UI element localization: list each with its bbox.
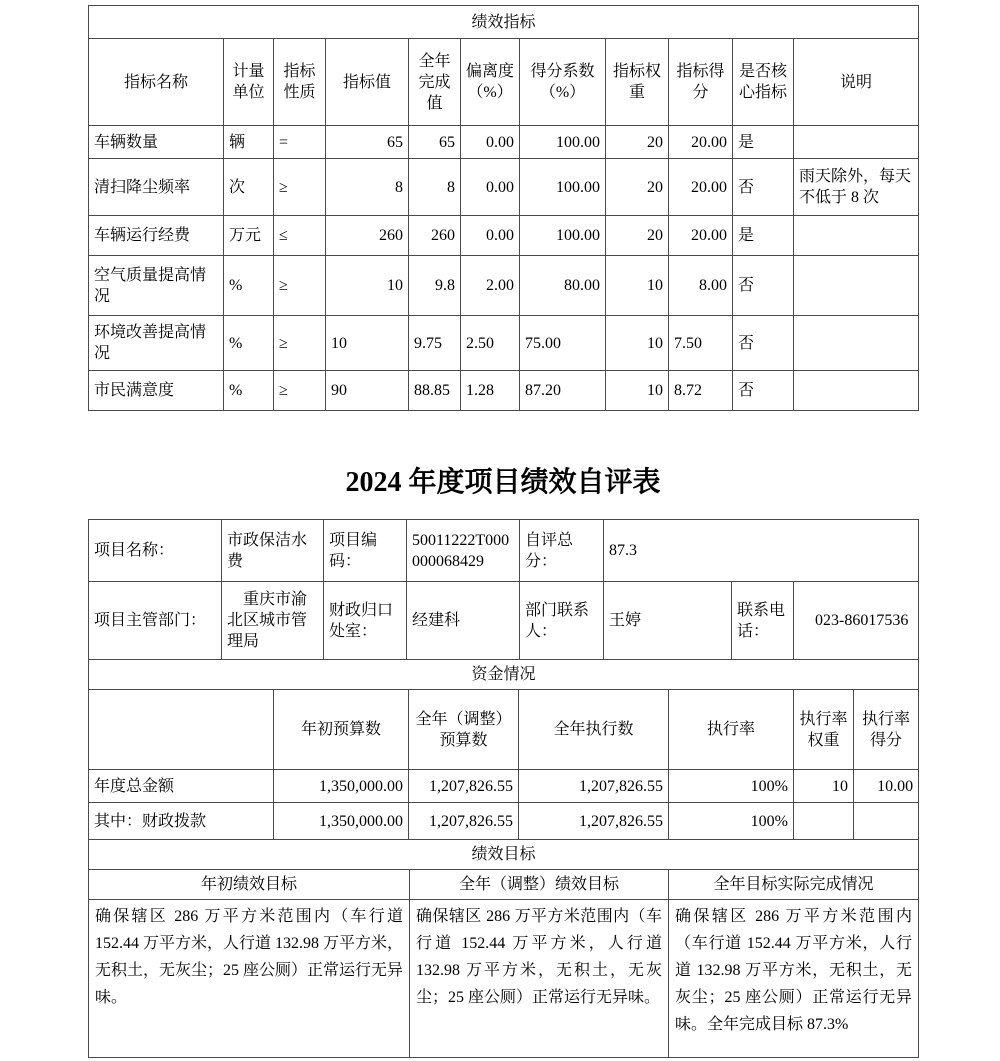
cell-nature: ≥ — [274, 371, 326, 411]
column-header-unit: 计量单位 — [224, 39, 274, 126]
project-code-label: 项目编码： — [324, 520, 407, 582]
funding-table — [88, 659, 919, 840]
cell-note: 雨天除外，每天不低于 8 次 — [794, 159, 919, 216]
cell-deviation: 0.00 — [461, 159, 520, 216]
table-row — [89, 520, 919, 582]
cell-nature: ≥ — [274, 159, 326, 216]
cell-actual: 65 — [409, 126, 461, 159]
cell-nature: ≤ — [274, 216, 326, 256]
cell-note — [794, 126, 919, 159]
cell-unit: % — [224, 256, 274, 316]
cell-coefficient: 100.00 — [520, 216, 606, 256]
performance-goals-table — [88, 839, 919, 1058]
indicator-table — [88, 5, 919, 411]
cell-target: 65 — [326, 126, 409, 159]
cell-score: 7.50 — [669, 316, 733, 371]
cell-execution-rate: 100% — [669, 770, 794, 803]
cell-coefficient: 80.00 — [520, 256, 606, 316]
column-header-target-value: 指标值 — [326, 39, 409, 126]
cell-weight: 10 — [606, 256, 669, 316]
table-row — [89, 690, 919, 770]
table-row — [89, 803, 919, 840]
table-row — [89, 316, 919, 371]
table-row — [89, 126, 919, 159]
column-header-core-indicator: 是否核心指标 — [733, 39, 794, 126]
page-title: 2024 年度项目绩效自评表 — [345, 467, 661, 498]
cell-target: 10 — [326, 256, 409, 316]
column-header-weight: 指标权重 — [606, 39, 669, 126]
cell-deviation: 1.28 — [461, 371, 520, 411]
cell-unit: % — [224, 316, 274, 371]
cell-adjusted-goal: 确保辖区 286 万平方米范围内（车行道 152.44 万平方米，人行道 132.98 万平方米，无积土，无灰尘；25 座公厕）正常运行无异味。 — [410, 900, 669, 1058]
cell-adjusted-budget: 1,207,826.55 — [409, 803, 519, 840]
cell-actual: 9.75 — [409, 316, 461, 371]
project-code-value: 50011222T000000068429 — [407, 520, 520, 582]
section-banner-indicators: 绩效指标 — [89, 6, 919, 39]
cell-adjusted-budget: 1,207,826.55 — [409, 770, 519, 803]
section-banner-funding: 资金情况 — [89, 660, 919, 690]
table-row — [89, 6, 919, 39]
cell-weight: 10 — [606, 316, 669, 371]
self-score-value: 87.3 — [604, 520, 919, 582]
cell-core: 否 — [733, 371, 794, 411]
cell-indicator-name: 清扫降尘频率 — [89, 159, 224, 216]
document-page — [88, 5, 918, 1058]
cell-executed-amount: 1,207,826.55 — [519, 770, 669, 803]
cell-unit: 次 — [224, 159, 274, 216]
cell-nature: ≥ — [274, 256, 326, 316]
finance-office-label: 财政归口处室： — [324, 582, 407, 660]
project-name-value: 市政保洁水费 — [222, 520, 324, 582]
cell-target: 8 — [326, 159, 409, 216]
cell-score: 20.00 — [669, 159, 733, 216]
cell-rate-weight — [794, 803, 854, 840]
column-header-indicator-name: 指标名称 — [89, 39, 224, 126]
cell-note — [794, 216, 919, 256]
cell-rate-score: 10.00 — [854, 770, 919, 803]
table-row — [89, 216, 919, 256]
funding-header-blank — [89, 690, 274, 770]
cell-actual-completion: 确保辖区 286 万平方米范围内（车行道 152.44 万平方米，人行道 132.98 万平方米，无积土，无灰尘；25 座公厕）正常运行无异味。全年完成目标 87.3% — [669, 900, 919, 1058]
column-header-actual-completion: 全年目标实际完成情况 — [669, 870, 919, 900]
cell-unit: 辆 — [224, 126, 274, 159]
cell-rate-score — [854, 803, 919, 840]
cell-coefficient: 75.00 — [520, 316, 606, 371]
cell-indicator-name: 车辆数量 — [89, 126, 224, 159]
cell-execution-rate: 100% — [669, 803, 794, 840]
finance-office-value: 经建科 — [407, 582, 520, 660]
cell-score: 8.72 — [669, 371, 733, 411]
column-header-score: 指标得分 — [669, 39, 733, 126]
project-info-table — [88, 519, 919, 660]
column-header-nature: 指标性质 — [274, 39, 326, 126]
cell-deviation: 2.50 — [461, 316, 520, 371]
column-header-execution-rate: 执行率 — [669, 690, 794, 770]
cell-coefficient: 87.20 — [520, 371, 606, 411]
dept-value: 重庆市渝北区城市管理局 — [222, 582, 324, 660]
cell-initial-budget: 1,350,000.00 — [274, 770, 409, 803]
cell-core: 否 — [733, 159, 794, 216]
table-row — [89, 159, 919, 216]
table-row — [89, 371, 919, 411]
table-row — [89, 256, 919, 316]
cell-actual: 260 — [409, 216, 461, 256]
cell-score: 20.00 — [669, 216, 733, 256]
table-row — [89, 870, 919, 900]
contact-value: 王婷 — [604, 582, 732, 660]
phone-value: 023-86017536 — [794, 582, 919, 660]
section-banner-goals: 绩效目标 — [89, 840, 919, 870]
cell-target: 90 — [326, 371, 409, 411]
table-row — [89, 840, 919, 870]
cell-indicator-name: 车辆运行经费 — [89, 216, 224, 256]
cell-indicator-name: 空气质量提高情况 — [89, 256, 224, 316]
table-row — [89, 660, 919, 690]
table-row — [89, 900, 919, 1058]
cell-note — [794, 256, 919, 316]
cell-core: 否 — [733, 316, 794, 371]
cell-coefficient: 100.00 — [520, 159, 606, 216]
column-header-adjusted-goal: 全年（调整）绩效目标 — [410, 870, 669, 900]
dept-label: 项目主管部门： — [89, 582, 222, 660]
column-header-rate-weight: 执行率权重 — [794, 690, 854, 770]
cell-initial-goal: 确保辖区 286 万平方米范围内（车行道 152.44 万平方米，人行道 132.98 万平方米，无积土，无灰尘；25 座公厕）正常运行无异味。 — [89, 900, 410, 1058]
cell-nature: = — [274, 126, 326, 159]
cell-indicator-name: 环境改善提高情况 — [89, 316, 224, 371]
cell-score: 20.00 — [669, 126, 733, 159]
project-name-label: 项目名称： — [89, 520, 222, 582]
cell-coefficient: 100.00 — [520, 126, 606, 159]
cell-nature: ≥ — [274, 316, 326, 371]
column-header-note: 说明 — [794, 39, 919, 126]
phone-label: 联系电话： — [732, 582, 794, 660]
cell-note — [794, 316, 919, 371]
column-header-initial-goal: 年初绩效目标 — [89, 870, 410, 900]
cell-rate-weight: 10 — [794, 770, 854, 803]
self-score-label: 自评总分： — [520, 520, 604, 582]
table-row — [89, 582, 919, 660]
column-header-initial-budget: 年初预算数 — [274, 690, 409, 770]
cell-target: 10 — [326, 316, 409, 371]
contact-label: 部门联系人： — [520, 582, 604, 660]
cell-indicator-name: 市民满意度 — [89, 371, 224, 411]
cell-deviation: 2.00 — [461, 256, 520, 316]
table-row — [89, 770, 919, 803]
cell-weight: 20 — [606, 126, 669, 159]
cell-core: 是 — [733, 126, 794, 159]
cell-unit: % — [224, 371, 274, 411]
cell-actual: 9.8 — [409, 256, 461, 316]
cell-note — [794, 371, 919, 411]
cell-weight: 20 — [606, 159, 669, 216]
cell-weight: 20 — [606, 216, 669, 256]
cell-core: 是 — [733, 216, 794, 256]
cell-core: 否 — [733, 256, 794, 316]
cell-weight: 10 — [606, 371, 669, 411]
column-header-deviation: 偏离度（%） — [461, 39, 520, 126]
cell-actual: 8 — [409, 159, 461, 216]
table-row — [89, 39, 919, 126]
cell-target: 260 — [326, 216, 409, 256]
cell-unit: 万元 — [224, 216, 274, 256]
column-header-adjusted-budget: 全年（调整）预算数 — [409, 690, 519, 770]
cell-executed-amount: 1,207,826.55 — [519, 803, 669, 840]
column-header-annual-completion: 全年完成值 — [409, 39, 461, 126]
cell-deviation: 0.00 — [461, 216, 520, 256]
cell-deviation: 0.00 — [461, 126, 520, 159]
column-header-executed-amount: 全年执行数 — [519, 690, 669, 770]
cell-score: 8.00 — [669, 256, 733, 316]
funding-row-label: 其中：财政拨款 — [89, 803, 274, 840]
column-header-rate-score: 执行率得分 — [854, 690, 919, 770]
cell-actual: 88.85 — [409, 371, 461, 411]
cell-initial-budget: 1,350,000.00 — [274, 803, 409, 840]
column-header-score-coefficient: 得分系数（%） — [520, 39, 606, 126]
funding-row-label: 年度总金额 — [89, 770, 274, 803]
